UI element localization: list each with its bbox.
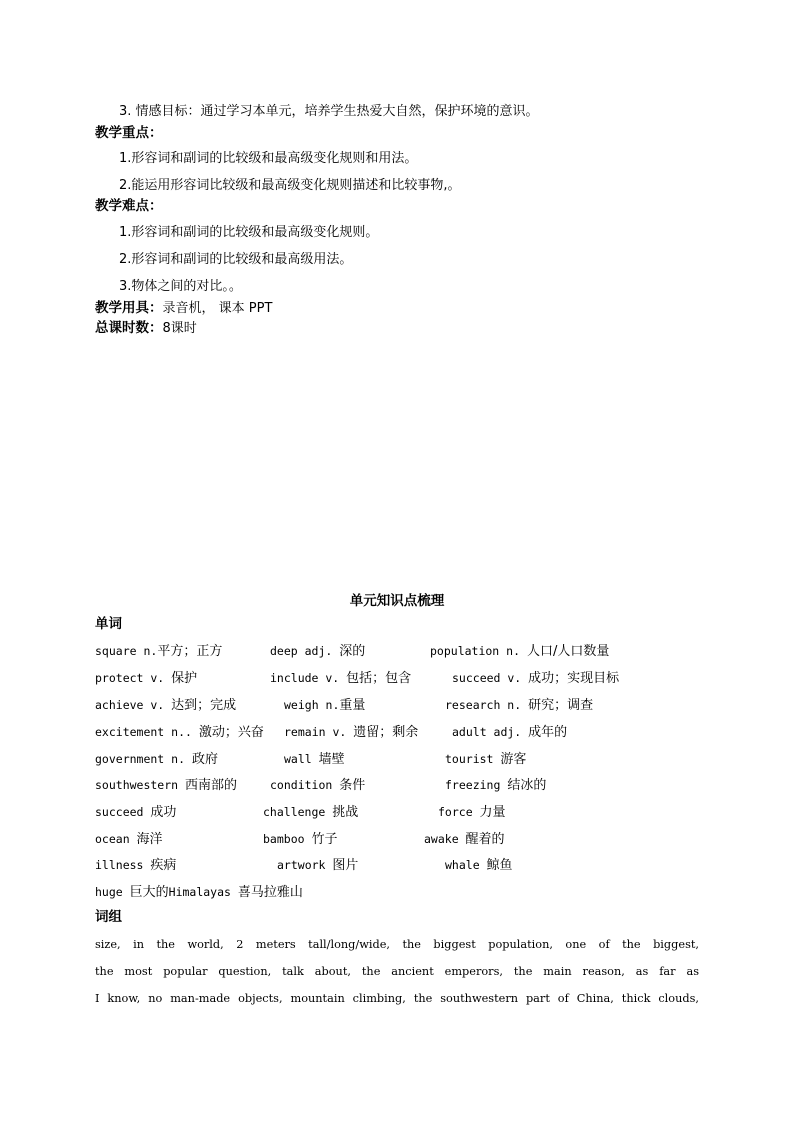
vocab-meaning: 挑战 <box>332 805 359 820</box>
vocab-row <box>95 829 715 849</box>
vocab-word: research n. <box>445 698 529 712</box>
vocab-entry <box>270 775 365 796</box>
vocab-meaning: 保护 <box>171 671 198 686</box>
vocab-entry <box>95 668 197 689</box>
vocab-word: include v. <box>270 671 347 685</box>
vocab-word: excitement n.. <box>95 725 199 739</box>
vocab-meaning: 成功；实现目标 <box>528 671 620 686</box>
vocab-meaning: 海洋 <box>136 832 163 847</box>
vocab-entry <box>284 722 418 743</box>
vocab-entry <box>95 829 163 850</box>
vocab-meaning: 力量 <box>479 805 506 820</box>
vocab-word: wall <box>284 752 319 766</box>
vocab-row <box>95 775 715 795</box>
vocab-entry <box>438 802 506 823</box>
vocab-word: adult adj. <box>452 725 529 739</box>
vocab-meaning: 巨大的 <box>129 885 169 900</box>
vocab-meaning: 条件 <box>339 778 366 793</box>
vocab-row <box>95 641 715 661</box>
vocab-meaning: 研究；调查 <box>528 698 594 713</box>
vocab-word: weigh n. <box>284 698 340 712</box>
vocab-word: whale <box>445 858 487 872</box>
teaching-tools-value: 录音机， 课本 PPT <box>162 301 273 316</box>
vocab-meaning: 结冰的 <box>507 778 547 793</box>
vocab-entry <box>95 749 218 770</box>
vocab-entry <box>277 855 358 876</box>
vocab-meaning: 鲸鱼 <box>486 858 513 873</box>
vocab-meaning: 人口/人口数量 <box>526 644 610 659</box>
vocab-meaning: 重量 <box>339 698 366 713</box>
vocab-word: bamboo <box>263 832 312 846</box>
vocab-row <box>95 749 715 769</box>
vocab-entry <box>263 829 337 850</box>
vocab-meaning: 成功 <box>150 805 177 820</box>
vocab-entry <box>284 749 345 770</box>
vocab-entry <box>424 829 505 850</box>
teaching-tools <box>95 298 272 318</box>
vocab-entry <box>95 855 176 876</box>
total-hours-value: 8课时 <box>162 321 197 336</box>
phrase-line: the most popular question, talk about, the ancient emperors, the main reason, as far as <box>95 965 699 978</box>
vocab-word: illness <box>95 858 151 872</box>
vocab-word: tourist <box>445 752 501 766</box>
vocab-meaning: 激动；兴奋 <box>198 725 264 740</box>
vocab-word: Himalayas <box>168 885 238 899</box>
vocab-word: challenge <box>263 805 333 819</box>
phrase-line: I know, no man-made objects, mountain climbing, the southwestern part of China, thick clouds, <box>95 992 699 1005</box>
vocab-entry <box>263 802 358 823</box>
phrases-heading: 词组 <box>95 909 122 925</box>
vocab-word: population n. <box>430 644 527 658</box>
vocab-word: government n. <box>95 752 192 766</box>
vocab-entry <box>284 695 365 716</box>
vocab-word: artwork <box>277 858 333 872</box>
vocab-word: freezing <box>445 778 508 792</box>
vocab-entry <box>270 641 365 662</box>
vocab-row <box>95 695 715 715</box>
key-point-item-2: 2.能运用形容词比较级和最高级变化规则描述和比较事物,。 <box>119 178 461 193</box>
vocab-meaning: 西南部的 <box>185 778 238 793</box>
vocab-entry <box>95 695 236 716</box>
vocab-meaning: 墙壁 <box>318 752 345 767</box>
vocab-meaning: 游客 <box>500 752 527 767</box>
vocab-row <box>95 802 715 822</box>
vocab-word: condition <box>270 778 340 792</box>
vocab-entry <box>445 855 513 876</box>
total-hours <box>95 318 197 338</box>
vocab-meaning: 成年的 <box>528 725 568 740</box>
vocab-meaning: 政府 <box>191 752 218 767</box>
vocab-word: awake <box>424 832 466 846</box>
vocab-meaning: 图片 <box>332 858 359 873</box>
section-title: 单元知识点梳理 <box>349 593 445 609</box>
vocab-entry <box>445 695 593 716</box>
vocab-word: protect v. <box>95 671 172 685</box>
vocab-last-line <box>95 882 715 902</box>
vocab-row <box>95 722 715 742</box>
vocab-entry <box>95 882 303 903</box>
vocab-meaning: 喜马拉雅山 <box>237 885 303 900</box>
vocab-meaning: 遗留；剩余 <box>353 725 419 740</box>
vocab-entry <box>95 802 176 823</box>
vocab-heading: 单词 <box>95 616 122 632</box>
vocab-entry <box>445 775 546 796</box>
vocab-entry <box>95 775 237 796</box>
vocab-word: ocean <box>95 832 137 846</box>
vocab-entry <box>452 722 567 743</box>
vocab-entry <box>95 722 264 743</box>
vocab-row <box>95 668 715 688</box>
vocab-meaning: 深的 <box>339 644 366 659</box>
vocab-entry <box>430 641 609 662</box>
difficult-points-heading: 教学难点： <box>95 198 163 214</box>
key-points-heading: 教学重点： <box>95 125 163 141</box>
vocab-word: force <box>438 805 480 819</box>
vocab-entry <box>95 641 222 662</box>
difficult-point-item-2: 2.形容词和副词的比较级和最高级用法。 <box>119 252 353 267</box>
vocab-row <box>95 855 715 875</box>
total-hours-label: 总课时数： <box>95 320 163 336</box>
teaching-tools-label: 教学用具： <box>95 300 163 316</box>
vocab-meaning: 醒着的 <box>465 832 505 847</box>
vocab-word: square n. <box>95 644 158 658</box>
vocab-entry <box>445 749 526 770</box>
vocab-meaning: 竹子 <box>311 832 338 847</box>
vocab-meaning: 包括；包含 <box>346 671 412 686</box>
difficult-point-item-3: 3.物体之间的对比。。 <box>119 279 242 294</box>
vocab-word: succeed <box>95 805 151 819</box>
key-point-item-1: 1.形容词和副词的比较级和最高级变化规则和用法。 <box>119 151 418 166</box>
vocab-word: remain v. <box>284 725 354 739</box>
vocab-word: deep adj. <box>270 644 340 658</box>
objective-item-3: 3. 情感目标：通过学习本单元，培养学生热爱大自然，保护环境的意识。 <box>119 104 539 119</box>
vocab-word: succeed v. <box>452 671 529 685</box>
vocab-word: achieve v. <box>95 698 172 712</box>
vocab-meaning: 疾病 <box>150 858 177 873</box>
phrase-line: size, in the world, 2 meters tall/long/wide, the biggest population, one of the biggest, <box>95 938 699 951</box>
difficult-point-item-1: 1.形容词和副词的比较级和最高级变化规则。 <box>119 225 379 240</box>
vocab-word: southwestern <box>95 778 186 792</box>
vocab-word: huge <box>95 885 130 899</box>
vocab-entry <box>270 668 411 689</box>
vocab-meaning: 达到；完成 <box>171 698 237 713</box>
vocab-entry <box>452 668 619 689</box>
vocab-meaning: 平方；正方 <box>157 644 223 659</box>
